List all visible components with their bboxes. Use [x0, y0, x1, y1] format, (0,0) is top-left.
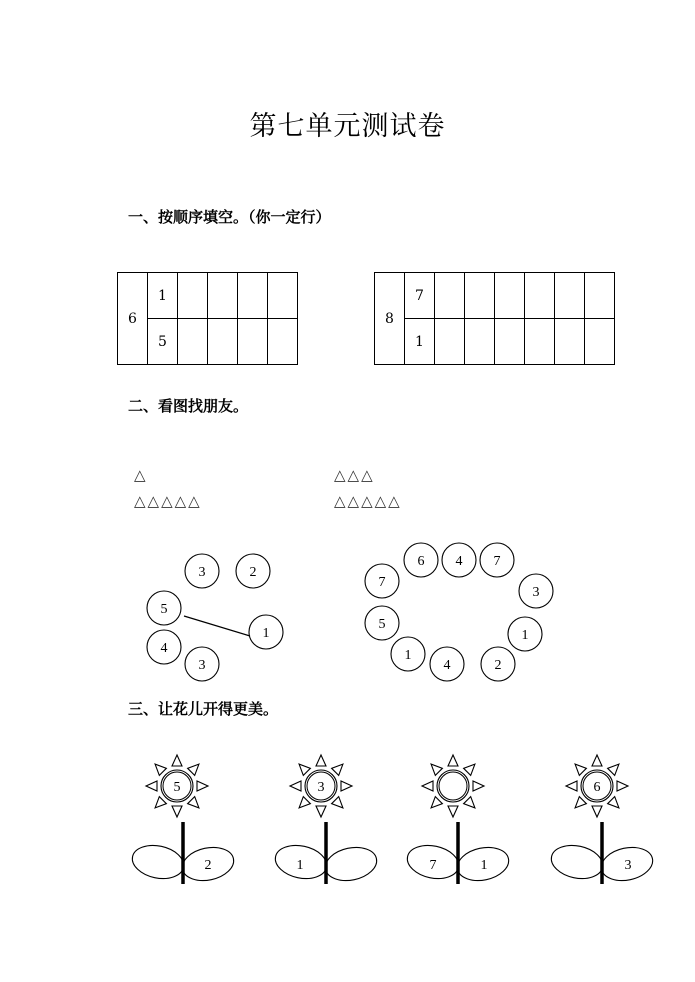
flower-left-leaf: 1: [296, 858, 304, 873]
flower-right-leaf: 2: [204, 858, 212, 873]
svg-text:7: 7: [493, 554, 501, 569]
section-2-heading: 二、看图找朋友。: [128, 397, 249, 415]
svg-text:5: 5: [160, 602, 168, 617]
triangle-row-left-2: △△△△△: [134, 492, 202, 510]
flower-left-leaf: 7: [429, 858, 437, 873]
svg-text:4: 4: [455, 554, 463, 569]
flower-2: [272, 755, 380, 885]
flower-right-leaf: 3: [624, 858, 632, 873]
grid-bottom-value: 5: [148, 319, 178, 365]
triangle-row-left-1: △: [134, 466, 148, 484]
section-3-heading: 三、让花儿开得更美。: [128, 700, 279, 718]
svg-text:3: 3: [198, 658, 206, 673]
svg-text:5: 5: [378, 617, 386, 632]
svg-text:2: 2: [249, 565, 257, 580]
section-1-heading: 一、按顺序填空。（你一定行）: [128, 208, 331, 226]
flower-center: 6: [593, 780, 601, 795]
svg-text:4: 4: [160, 641, 168, 656]
page-title: 第七单元测试卷: [249, 111, 446, 142]
flower-right-leaf: 1: [480, 858, 488, 873]
svg-text:1: 1: [262, 626, 270, 641]
svg-text:6: 6: [417, 554, 425, 569]
flower-center: 5: [173, 780, 181, 795]
grid-top-value: 1: [148, 273, 178, 319]
svg-text:1: 1: [521, 628, 529, 643]
flower-3: [404, 755, 512, 885]
flower-4: [548, 755, 656, 885]
grid-total: 8: [375, 273, 405, 365]
flower-center: 3: [317, 780, 325, 795]
svg-text:1: 1: [404, 648, 412, 663]
svg-text:2: 2: [494, 658, 502, 673]
grid-bottom-value: 1: [405, 319, 435, 365]
grid-total: 6: [118, 273, 148, 365]
flower-1: [129, 755, 237, 885]
grid-top-value: 7: [405, 273, 435, 319]
triangle-row-right-1: △△△: [334, 466, 375, 484]
svg-text:4: 4: [443, 658, 451, 673]
svg-text:7: 7: [378, 575, 386, 590]
svg-text:3: 3: [198, 565, 206, 580]
svg-text:3: 3: [532, 585, 540, 600]
triangle-row-right-2: △△△△△: [334, 492, 402, 510]
